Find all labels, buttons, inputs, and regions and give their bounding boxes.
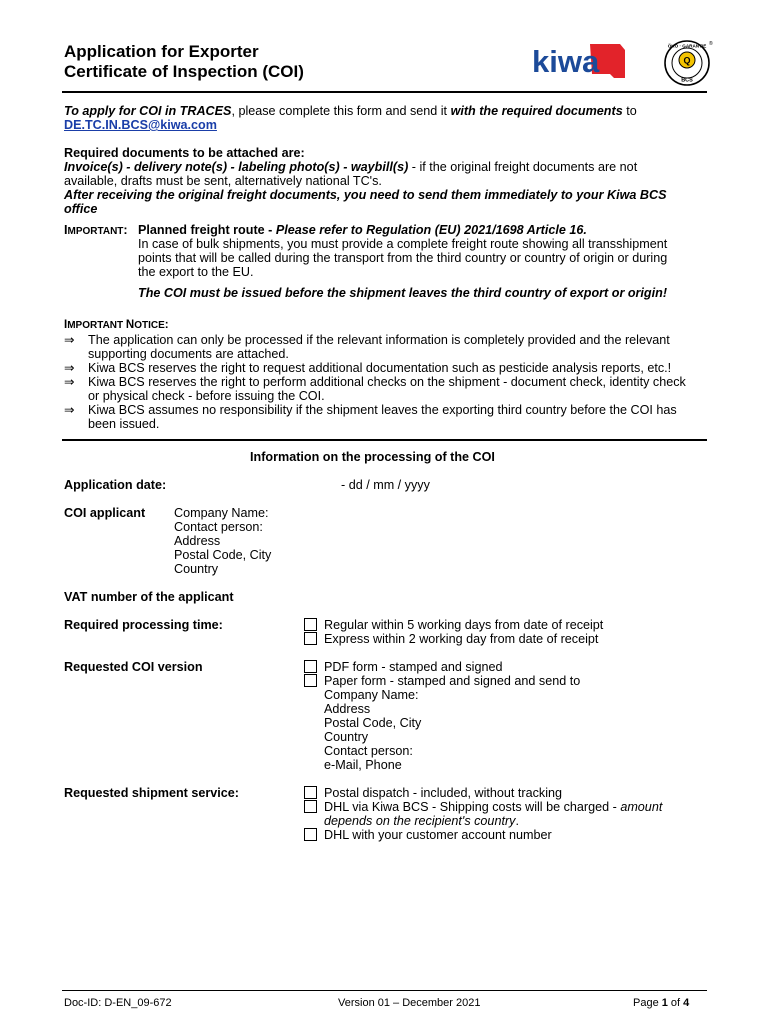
version-pdf-option[interactable]: PDF form - stamped and signed — [304, 660, 503, 674]
notice-item: ⇒ The application can only be processed if the relevant information is completely provided and the relevant supporting documents are attached. — [64, 333, 670, 361]
important-label: IMPORTANT: — [64, 223, 128, 237]
checkbox[interactable] — [304, 660, 317, 673]
bulk-line-2: points that will be called during the transport from the third country or country of origin or during — [138, 251, 668, 265]
paper-company-field[interactable]: Company Name: — [324, 688, 419, 702]
checkbox[interactable] — [304, 618, 317, 631]
checkbox[interactable] — [304, 828, 317, 841]
application-date-field[interactable]: - dd / mm / yyyy — [341, 478, 430, 492]
arrow-icon: ⇒ — [64, 333, 75, 347]
intro-required-text: with the required documents — [450, 104, 623, 118]
checkbox[interactable] — [304, 674, 317, 687]
arrow-icon: ⇒ — [64, 403, 75, 417]
notice-item: ⇒ Kiwa BCS assumes no responsibility if the shipment leaves the exporting third country before the COI has been issued. — [64, 403, 677, 431]
paper-country-field[interactable]: Country — [324, 730, 369, 744]
coi-issued-note: The COI must be issued before the shipment leaves the third country of export or origin! — [138, 286, 668, 300]
required-docs-rest: - if the original freight documents are not — [408, 160, 638, 174]
seal-text-bottom: BCS — [681, 77, 693, 84]
applicant-postal-field[interactable]: Postal Code, City — [174, 548, 272, 562]
contact-email-link[interactable]: DE.TC.IN.BCS@kiwa.com — [64, 118, 217, 132]
paper-recipient-fields — [324, 688, 421, 772]
intro-paragraph — [64, 104, 704, 132]
processing-time-label: Required processing time: — [64, 618, 223, 632]
svg-text:Q: Q — [683, 55, 691, 66]
footer-divider — [62, 990, 707, 991]
applicant-contact-field[interactable]: Contact person: — [174, 520, 263, 534]
shipment-dhl-kiwa-note: depends on the recipient's country. — [324, 814, 519, 828]
application-date-label: Application date: — [64, 478, 167, 492]
form-section-title: Information on the processing of the COI — [250, 450, 495, 464]
paper-postal-field[interactable]: Postal Code, City — [324, 716, 422, 730]
shipment-postal-option[interactable]: Postal dispatch - included, without tracking — [304, 786, 562, 800]
coi-applicant-fields — [174, 506, 271, 576]
arrow-icon: ⇒ — [64, 375, 75, 389]
footer-doc-id: Doc-ID: D-EN_09-672 — [64, 997, 172, 1009]
processing-express-option[interactable]: Express within 2 working day from date of receipt — [304, 632, 598, 646]
applicant-address-field[interactable]: Address — [174, 534, 221, 548]
version-paper-option[interactable]: Paper form - stamped and signed and send to — [304, 674, 580, 688]
required-docs-heading: Required documents to be attached are: — [64, 146, 305, 160]
bulk-line-1: In case of bulk shipments, you must provide a complete freight route showing all transshipment — [138, 237, 668, 251]
checkbox[interactable] — [304, 786, 317, 799]
paper-contact-field[interactable]: Contact person: — [324, 744, 413, 758]
notice-list — [64, 333, 704, 431]
footer-version: Version 01 – December 2021 — [338, 997, 481, 1009]
shipment-service-label: Requested shipment service: — [64, 786, 239, 800]
shipment-dhl-kiwa-option[interactable]: DHL via Kiwa BCS - Shipping costs will be charged - amount — [304, 800, 662, 814]
seal-text-top: ÖKO · GARANTIE — [667, 43, 707, 49]
after-receiving-line2: office — [64, 202, 98, 216]
page-title — [64, 42, 304, 82]
header-divider — [62, 91, 707, 93]
required-docs-list — [64, 160, 704, 174]
seal-registered-mark: ® — [709, 41, 713, 47]
important-content — [138, 223, 708, 300]
vat-number-label: VAT number of the applicant — [64, 590, 234, 604]
coi-version-label: Requested COI version — [64, 660, 203, 674]
intro-traces-text: To apply for COI in TRACES — [64, 104, 232, 118]
bulk-line-3: the export to the EU. — [138, 265, 254, 279]
required-docs-section — [64, 146, 704, 216]
required-docs-line2: available, drafts must be sent, alternatively national TC's. — [64, 174, 382, 188]
footer-page-number: Page 1 of 4 — [633, 997, 690, 1009]
checkbox[interactable] — [304, 632, 317, 645]
title-line-1: Application for Exporter — [64, 42, 259, 61]
shipment-dhl-own-option[interactable]: DHL with your customer account number — [304, 828, 552, 842]
title-line-2: Certificate of Inspection (COI) — [64, 62, 304, 81]
kiwa-logo-text: kiwa — [532, 44, 600, 79]
paper-email-phone-field[interactable]: e-Mail, Phone — [324, 758, 402, 772]
processing-regular-option[interactable]: Regular within 5 working days from date of receipt — [304, 618, 603, 632]
intro-text: , please complete this form and send it — [231, 104, 451, 118]
checkbox[interactable] — [304, 800, 317, 813]
notice-label: IMPORTANT NOTICE: — [64, 319, 169, 331]
intro-to-text: to — [622, 104, 637, 118]
after-receiving-line1: After receiving the original freight documents, you need to send them immediately to your Kiwa BCS — [64, 188, 667, 202]
coi-applicant-label: COI applicant — [64, 506, 146, 520]
arrow-icon: ⇒ — [64, 361, 75, 375]
kiwa-bcs-logo — [530, 38, 715, 88]
applicant-company-field[interactable]: Company Name: — [174, 506, 269, 520]
notice-divider — [62, 439, 707, 441]
notice-item: ⇒ Kiwa BCS reserves the right to perform additional checks on the shipment - document check, identity check or physical check - before issuing the COI. — [64, 375, 686, 403]
applicant-country-field[interactable]: Country — [174, 562, 219, 576]
notice-item: ⇒ Kiwa BCS reserves the right to request additional documentation such as pesticide analysis reports, etc.! — [64, 361, 672, 375]
paper-address-field[interactable]: Address — [324, 702, 371, 716]
freight-route-line: Planned freight route - Please refer to Regulation (EU) 2021/1698 Article 16. — [138, 223, 587, 237]
required-docs-bold: Invoice(s) - delivery note(s) - labeling photo(s) - waybill(s) — [64, 160, 409, 174]
